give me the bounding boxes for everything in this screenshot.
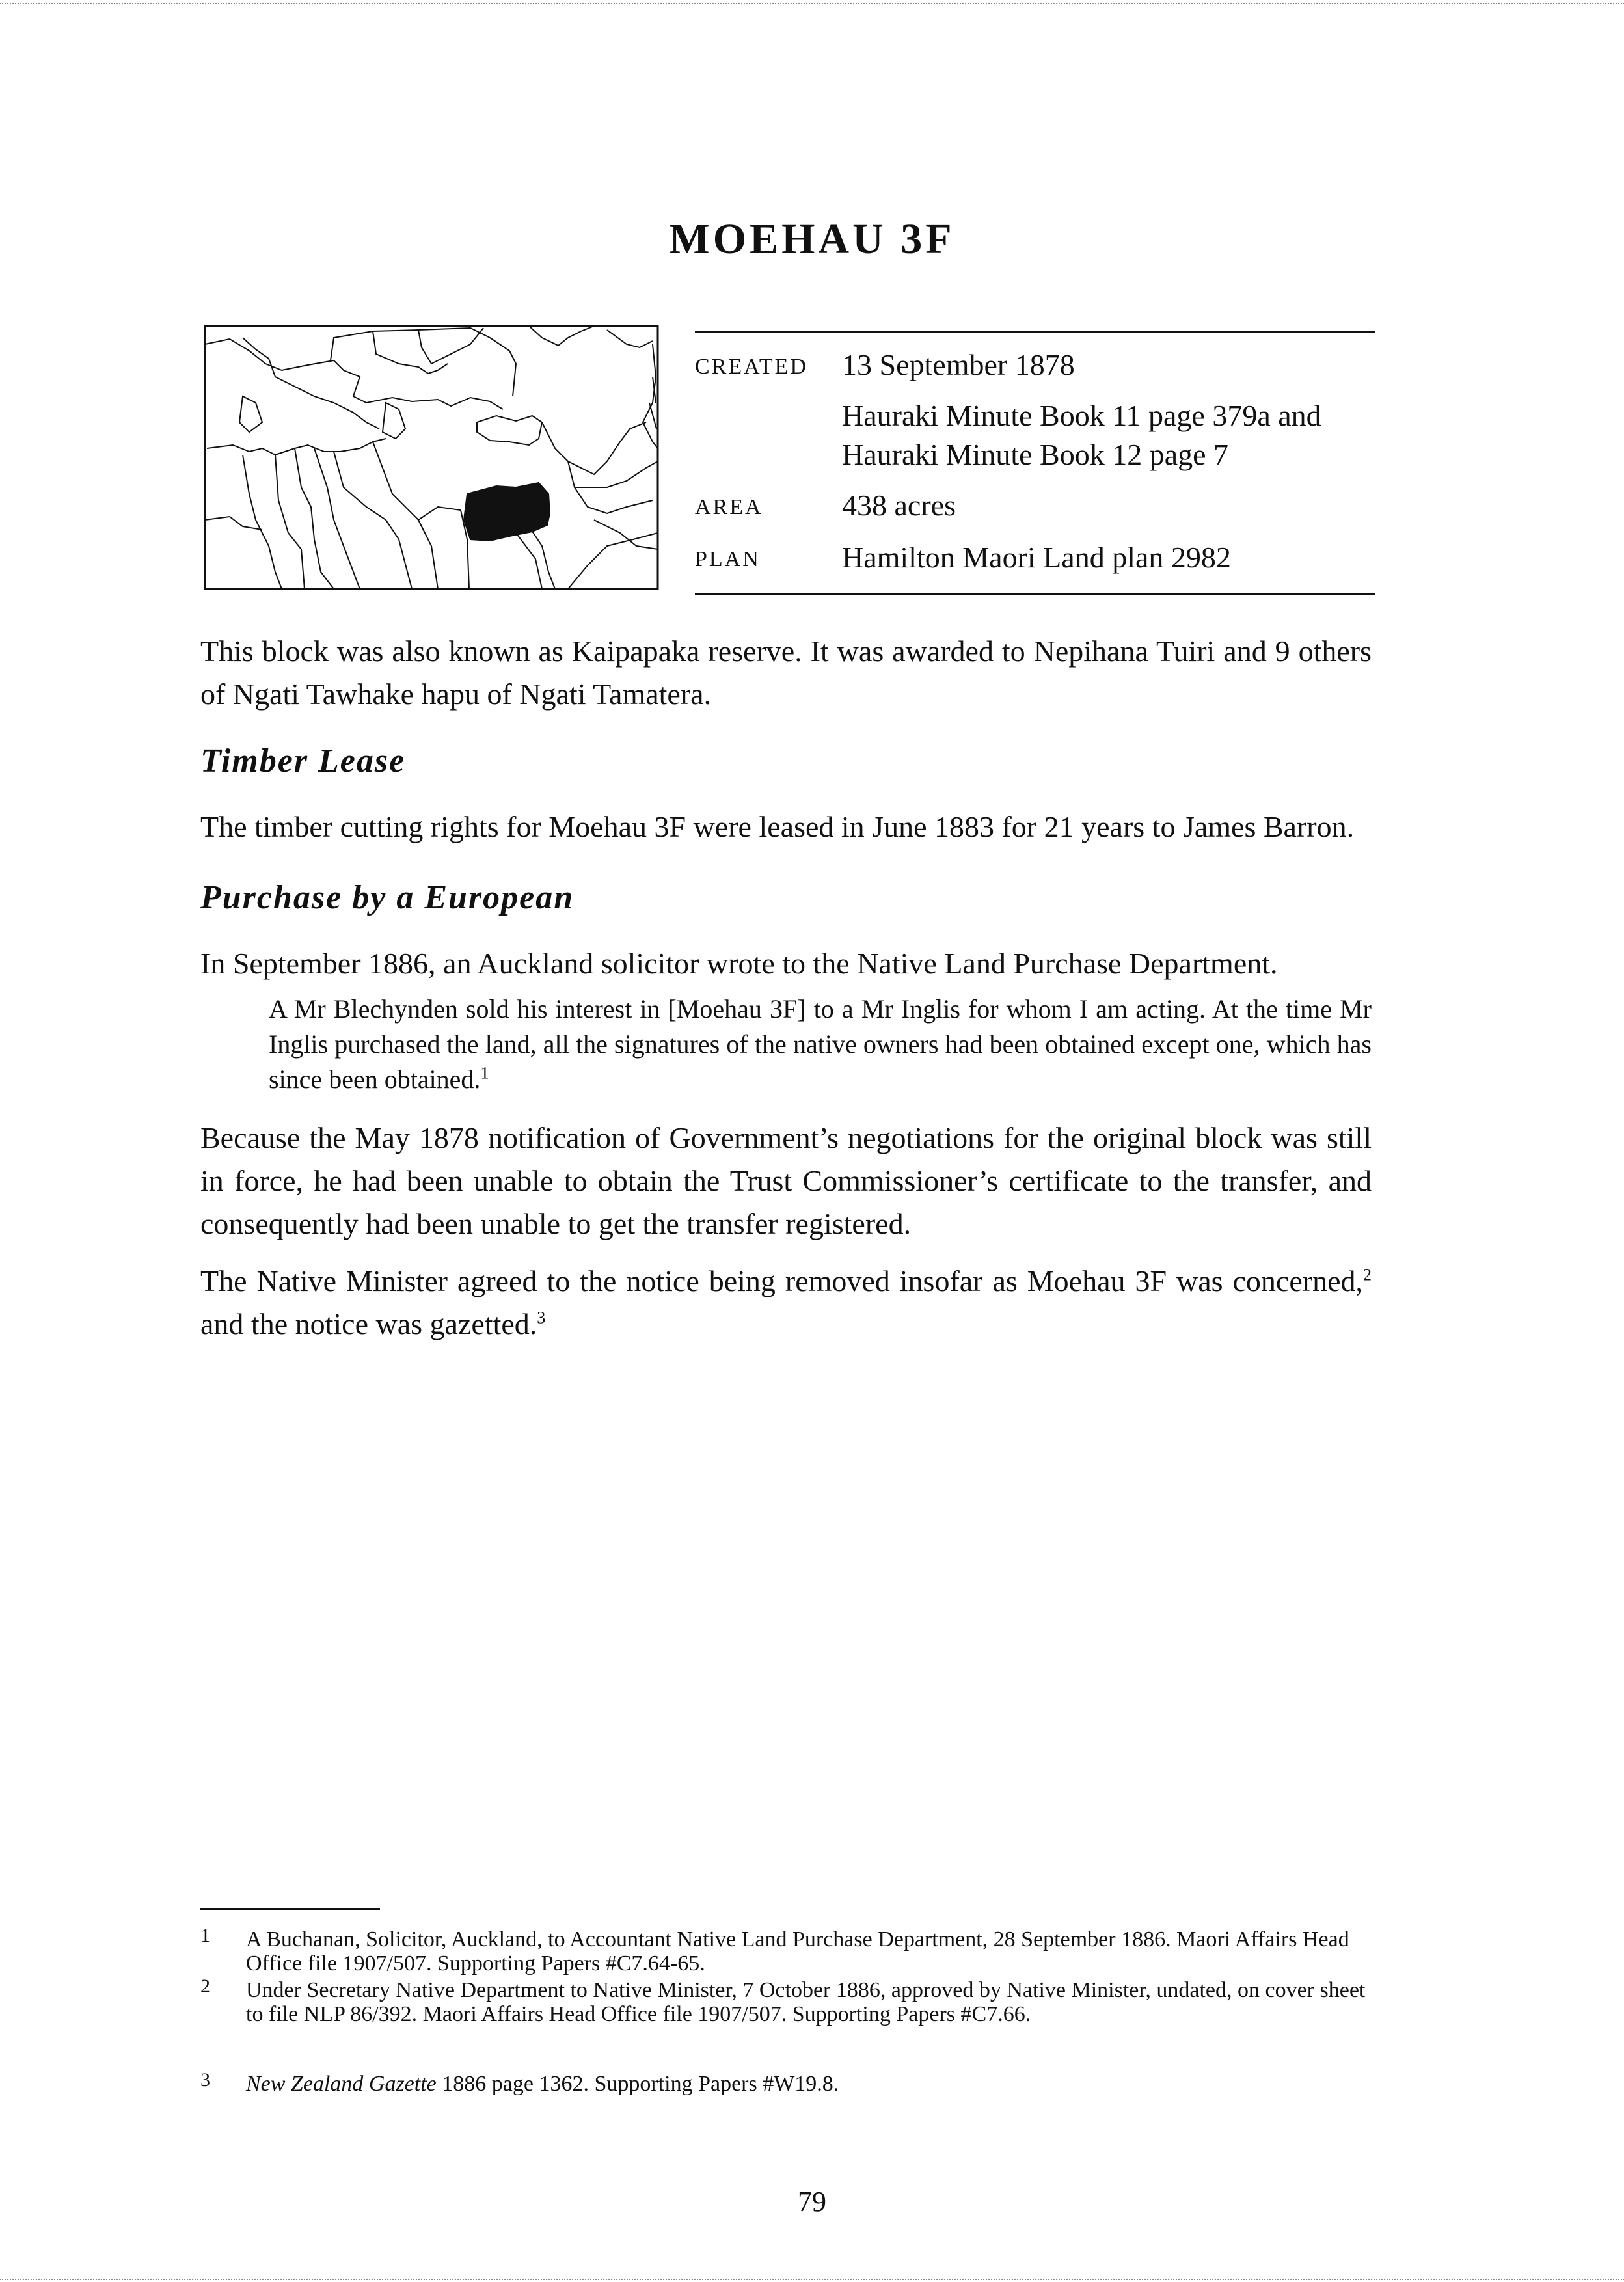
block-quote xyxy=(269,992,1372,1097)
block-details-table xyxy=(695,331,1375,595)
scan-edge-top xyxy=(0,3,1624,4)
page-number: 79 xyxy=(798,2186,826,2218)
footnote-ref-2: 2 xyxy=(1363,1265,1372,1284)
paragraph-3-text-a: The Native Minister agreed to the notice being removed insofar as Moehau 3F was concerned, xyxy=(200,1264,1363,1297)
quote-text: A Mr Blechynden sold his interest in [Moehau 3F] to a Mr Inglis for whom I am acting. At the time Mr Inglis purchased the land, all the signatures of the native owners had been obtained except one, which has since been obtained. xyxy=(269,994,1372,1094)
scan-edge-bottom xyxy=(0,2279,1624,2280)
footnote-ref-1: 1 xyxy=(480,1063,489,1083)
location-map xyxy=(204,325,659,590)
area-value: 438 acres xyxy=(842,489,956,522)
footnote-1-text: A Buchanan, Solicitor, Auckland, to Accountant Native Land Purchase Department, 28 September 1886. Maori Affairs Head Office file 1907/507. Supporting Papers #C7.64-65. xyxy=(246,1927,1349,1976)
gazette-title: New Zealand Gazette xyxy=(246,2072,437,2096)
purchase-paragraph-1: In September 1886, an Auckland solicitor wrote to the Native Land Purchase Department. xyxy=(200,947,1278,980)
footnote-3-text xyxy=(246,2072,1372,2096)
footnote-separator xyxy=(200,1908,380,1910)
footnote-3-number: 3 xyxy=(200,2069,210,2091)
purchase-paragraph-2: Because the May 1878 notification of Government’s negotiations for the original block was still in force, he had been unable to obtain the Trust Commissioner’s certificate to the transfer, and consequently had been unable to get the transfer registered. xyxy=(200,1121,1372,1240)
page-title: MOEHAU 3F xyxy=(669,215,955,263)
footnote-2-number: 2 xyxy=(200,1976,210,1997)
heading-timber-lease: Timber Lease xyxy=(200,742,406,780)
footnote-3-rest: 1886 page 1362. Supporting Papers #W19.8. xyxy=(436,2072,839,2096)
minute-book-line-2: Hauraki Minute Book 12 page 7 xyxy=(842,438,1229,471)
minute-book-line-1: Hauraki Minute Book 11 page 379a and xyxy=(842,399,1321,432)
purchase-paragraph-3 xyxy=(200,1260,1372,1346)
created-value: 13 September 1878 xyxy=(842,348,1075,381)
area-label: AREA xyxy=(695,495,763,519)
timber-paragraph: The timber cutting rights for Moehau 3F were leased in June 1883 for 21 years to James Barron. xyxy=(200,810,1355,843)
plan-value: Hamilton Maori Land plan 2982 xyxy=(842,541,1231,574)
footnote-ref-3: 3 xyxy=(537,1308,546,1327)
heading-purchase: Purchase by a European xyxy=(200,879,575,916)
footnote-1-number: 1 xyxy=(200,1925,210,1946)
plan-label: PLAN xyxy=(695,547,761,571)
intro-paragraph: This block was also known as Kaipapaka reserve. It was awarded to Nepihana Tuiri and 9 others of Ngati Tawhake hapu of Ngati Tamatera. xyxy=(200,634,1372,711)
created-label: CREATED xyxy=(695,355,808,379)
footnote-2-text: Under Secretary Native Department to Native Minister, 7 October 1886, approved by Native Minister, undated, on cover sheet to file NLP 86/392. Maori Affairs Head Office file 1907/507. Supporting Papers #C7.66. xyxy=(246,1978,1366,2026)
paragraph-3-text-b: and the notice was gazetted. xyxy=(200,1307,537,1340)
